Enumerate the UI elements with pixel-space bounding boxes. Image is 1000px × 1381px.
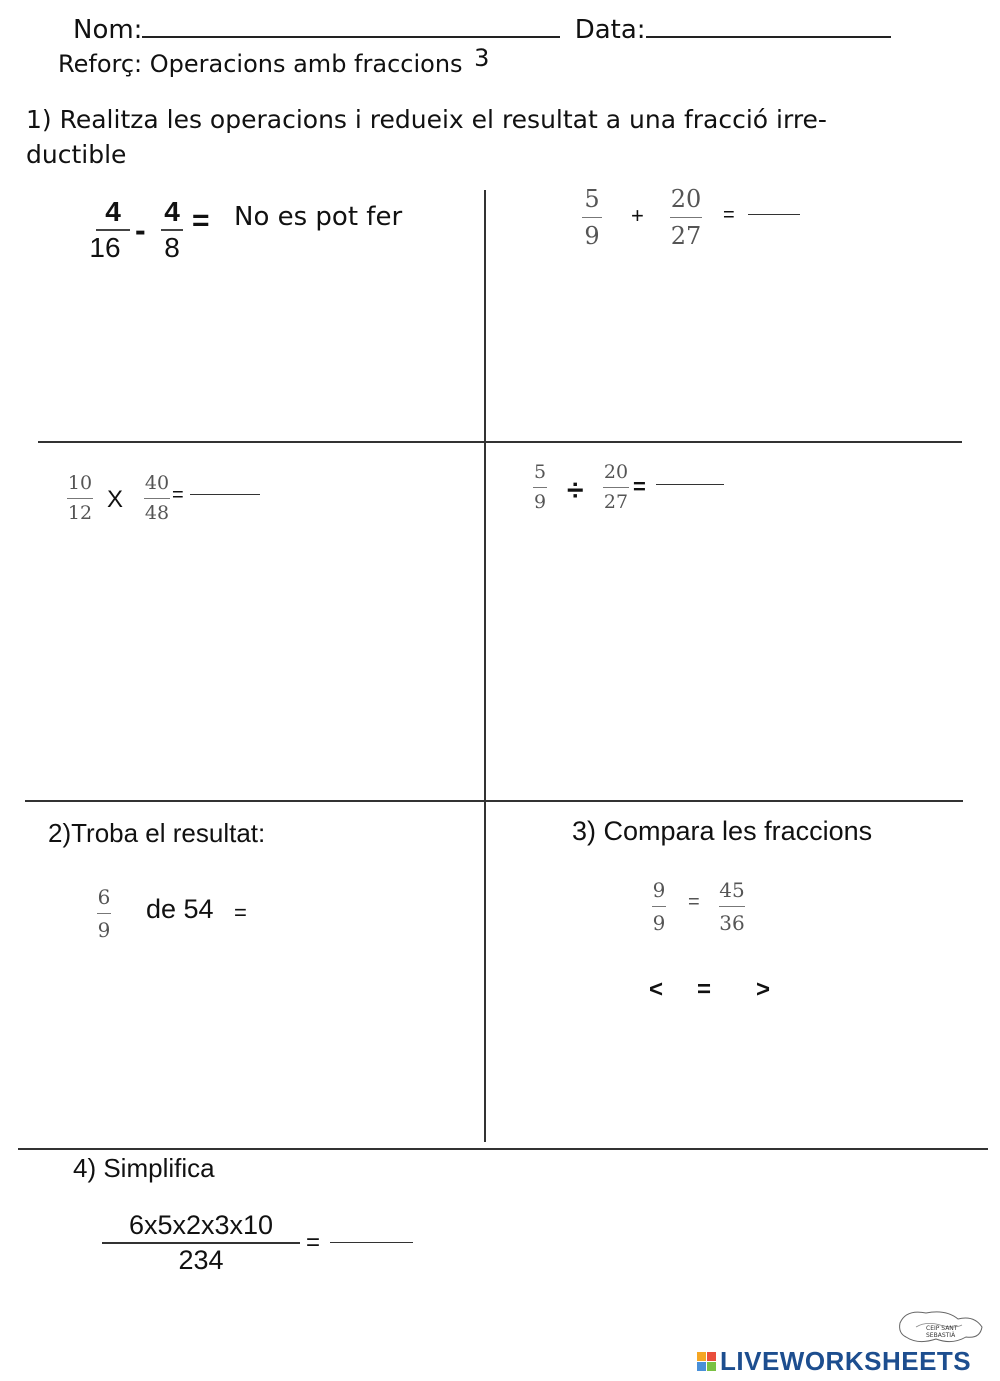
op-d-fraction-2: 20 27 <box>603 461 629 513</box>
op-c-answer-blank[interactable] <box>190 494 260 495</box>
op-b-equals: = <box>723 204 735 226</box>
grid-divider-row3 <box>18 1148 988 1150</box>
fraction-bar <box>533 487 547 488</box>
exercise4-title: 4) Simplifica <box>73 1153 215 1183</box>
op-a-operator: - <box>135 212 146 248</box>
fraction-bar <box>97 913 111 914</box>
op-d-operator: ÷ <box>567 474 584 507</box>
exercise3-option-less[interactable]: < <box>649 976 664 1003</box>
date-label: Data: <box>574 15 646 45</box>
exercise2-text: de 54 <box>146 894 214 924</box>
date-field[interactable] <box>646 14 891 38</box>
op-c-fraction-2: 40 48 <box>144 472 170 524</box>
liveworksheets-logo-icon <box>697 1352 716 1371</box>
liveworksheets-logo[interactable] <box>697 1346 971 1377</box>
school-stamp <box>896 1305 988 1349</box>
op-a-fraction-2: 4 8 <box>161 198 183 262</box>
op-b-fraction-1: 5 9 <box>582 187 602 248</box>
exercise4-answer-blank[interactable] <box>330 1242 413 1243</box>
name-label: Nom: <box>73 15 143 45</box>
op-c-operator: X <box>107 486 124 513</box>
subtitle-number: 3 <box>474 44 490 72</box>
op-d-fraction-1: 5 9 <box>533 461 547 513</box>
exercise2-title: 2)Troba el resultat: <box>48 818 266 848</box>
grid-divider-row1 <box>38 441 962 443</box>
worksheet-subtitle: Reforç: Operacions amb fraccions 3 <box>58 44 490 78</box>
fraction-bar <box>652 906 666 907</box>
exercise1-instruction: 1) Realitza les operacions i redueix el resultat a una fracció irre- ductible <box>26 105 827 169</box>
fraction-bar <box>719 906 745 907</box>
exercise3-fraction-2: 45 36 <box>719 878 745 935</box>
grid-vertical-divider <box>484 190 486 1142</box>
op-c-fraction-1: 10 12 <box>67 472 93 524</box>
op-a-answer[interactable]: No es pot fer <box>234 202 403 232</box>
exercise3-option-equal[interactable]: = <box>697 976 712 1003</box>
op-a-fraction-1: 4 16 <box>80 198 130 262</box>
fraction-bar <box>96 229 130 231</box>
grid-divider-row2 <box>25 800 963 802</box>
exercise4-fraction: 6x5x2x3x10 234 <box>102 1212 300 1274</box>
liveworksheets-brand: LIVEWORKSHEETS <box>720 1346 972 1376</box>
fraction-bar <box>161 229 183 231</box>
exercise2-answer-area[interactable] <box>252 920 372 921</box>
name-label-row <box>73 14 891 45</box>
fraction-bar <box>144 498 170 499</box>
exercise3-fraction-1: 9 9 <box>652 878 666 935</box>
op-b-fraction-2: 20 27 <box>670 185 702 250</box>
exercise3-comparison-sign[interactable]: = <box>688 891 700 913</box>
op-b-answer-blank[interactable] <box>748 214 800 215</box>
op-d-answer-blank[interactable] <box>656 484 724 485</box>
fraction-bar <box>603 487 629 488</box>
fraction-bar <box>582 217 602 218</box>
fraction-bar <box>67 498 93 499</box>
op-a-equals: = <box>192 204 210 237</box>
school-stamp-text: CEIP SANT SEBASTIÀ <box>926 1325 958 1339</box>
op-d-equals: = <box>633 474 646 499</box>
exercise3-option-greater[interactable]: > <box>756 976 771 1003</box>
fraction-bar <box>670 217 702 218</box>
exercise2-equals: = <box>234 900 247 925</box>
exercise4-equals: = <box>306 1229 321 1256</box>
fraction-bar <box>102 1242 300 1244</box>
op-b-operator: + <box>631 203 644 228</box>
exercise2-fraction: 6 9 <box>97 885 111 942</box>
op-c-equals: = <box>172 484 184 506</box>
exercise3-title: 3) Compara les fraccions <box>572 816 873 846</box>
name-field[interactable] <box>142 14 560 38</box>
